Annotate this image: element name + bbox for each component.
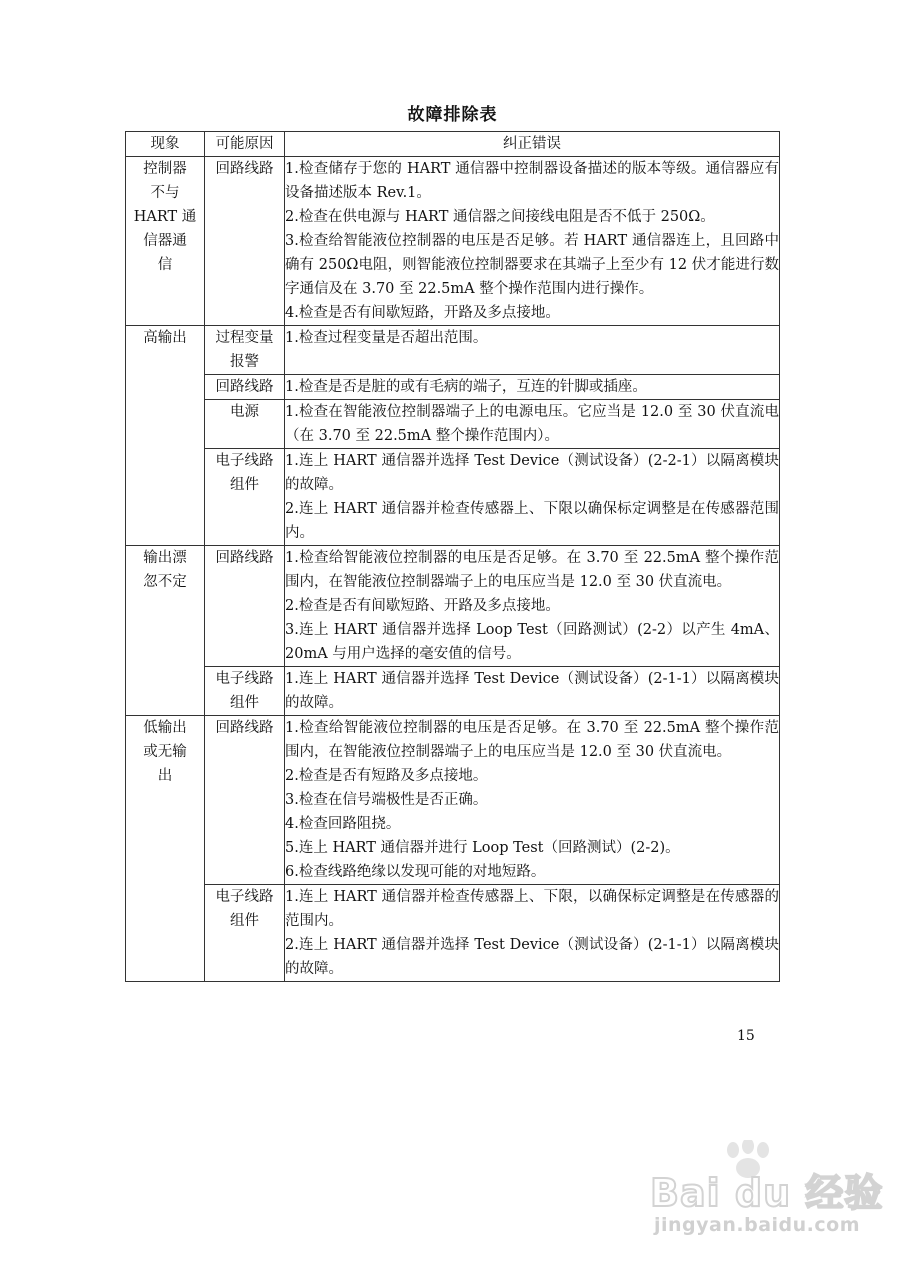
correction-step: 3.检查在信号端极性是否正确。 xyxy=(285,792,488,808)
symptom-line: HART 通 xyxy=(133,209,197,225)
correction-cell xyxy=(285,449,780,546)
cause-line: 组件 xyxy=(230,695,259,711)
correction-step: 2.检查在供电源与 HART 通信器之间接线电阻是否不低于 250Ω。 xyxy=(285,209,715,225)
cause-cell xyxy=(205,716,285,885)
table-row xyxy=(126,375,780,400)
header-symptom: 现象 xyxy=(126,132,205,157)
correction-step: 2.检查是否有间歇短路、开路及多点接地。 xyxy=(285,598,560,614)
symptom-line: 忽不定 xyxy=(143,574,187,590)
correction-step: 1.连上 HART 通信器并选择 Test Device（测试设备）(2-1-1）以隔离模块的故障。 xyxy=(285,671,779,711)
cause-line: 回路线路 xyxy=(215,379,274,395)
symptom-cell xyxy=(126,157,205,326)
correction-cell xyxy=(285,716,780,885)
symptom-cell xyxy=(126,716,205,982)
correction-step: 3.检查给智能液位控制器的电压是否足够。若 HART 通信器连上，且回路中确有 250Ω电阻，则智能液位控制器要求在其端子上至少有 12 伏才能进行数字通信及在 3.70 至 22.5mA 整个操作范围内进行操作。 xyxy=(285,233,779,297)
correction-step: 1.检查给智能液位控制器的电压是否足够。在 3.70 至 22.5mA 整个操作范围内，在智能液位控制器端子上的电压应当是 12.0 至 30 伏直流电。 xyxy=(285,720,779,760)
cause-cell xyxy=(205,449,285,546)
table-row xyxy=(126,400,780,449)
header-cause: 可能原因 xyxy=(205,132,285,157)
cause-cell xyxy=(205,326,285,375)
correction-step: 2.连上 HART 通信器并检查传感器上、下限以确保标定调整是在传感器范围内。 xyxy=(285,501,779,541)
correction-step: 1.检查过程变量是否超出范围。 xyxy=(285,330,488,346)
cause-cell xyxy=(205,375,285,400)
symptom-cell xyxy=(126,546,205,716)
cause-line: 过程变量 xyxy=(215,330,274,346)
cause-line: 回路线路 xyxy=(215,161,274,177)
table-row xyxy=(126,449,780,546)
correction-step: 1.检查给智能液位控制器的电压是否足够。在 3.70 至 22.5mA 整个操作范围内，在智能液位控制器端子上的电压应当是 12.0 至 30 伏直流电。 xyxy=(285,550,779,590)
page-number: 15 xyxy=(737,1028,755,1044)
correction-cell xyxy=(285,400,780,449)
symptom-line: 信 xyxy=(157,257,173,273)
correction-step: 2.连上 HART 通信器并选择 Test Device（测试设备）(2-1-1）以隔离模块的故障。 xyxy=(285,937,779,977)
correction-step: 1.连上 HART 通信器并选择 Test Device（测试设备）(2-2-1）以隔离模块的故障。 xyxy=(285,453,779,493)
watermark-url: jingyan.baidu.com xyxy=(654,1214,860,1236)
symptom-line: 低输出 xyxy=(143,720,187,736)
correction-step: 3.连上 HART 通信器并选择 Loop Test（回路测试）(2-2）以产生 4mA、20mA 与用户选择的毫安值的信号。 xyxy=(285,622,779,662)
correction-step: 1.检查储存于您的 HART 通信器中控制器设备描述的版本等级。通信器应有设备描述版本 Rev.1。 xyxy=(285,161,779,201)
correction-cell xyxy=(285,885,780,982)
symptom-line: 高输出 xyxy=(143,330,187,346)
cause-line: 电子线路 xyxy=(215,671,274,687)
correction-cell xyxy=(285,326,780,375)
cause-cell xyxy=(205,546,285,667)
symptom-line: 输出漂 xyxy=(143,550,187,566)
correction-cell xyxy=(285,375,780,400)
correction-step: 1.连上 HART 通信器并检查传感器上、下限，以确保标定调整是在传感器的范围内。 xyxy=(285,889,779,929)
correction-step: 2.检查是否有短路及多点接地。 xyxy=(285,768,488,784)
troubleshooting-table xyxy=(125,131,780,982)
symptom-cell xyxy=(126,326,205,546)
header-correction: 纠正错误 xyxy=(285,132,780,157)
baidu-jingyan-watermark xyxy=(640,1140,890,1260)
cause-line: 组件 xyxy=(230,913,259,929)
table-row xyxy=(126,546,780,667)
cause-cell xyxy=(205,885,285,982)
correction-step: 1.检查在智能液位控制器端子上的电源电压。它应当是 12.0 至 30 伏直流电（在 3.70 至 22.5mA 整个操作范围内）。 xyxy=(285,404,779,444)
cause-cell xyxy=(205,667,285,716)
correction-cell xyxy=(285,667,780,716)
table-row xyxy=(126,326,780,375)
correction-cell xyxy=(285,546,780,667)
cause-line: 电子线路 xyxy=(215,453,274,469)
table-row xyxy=(126,716,780,885)
cause-line: 回路线路 xyxy=(215,550,274,566)
correction-step: 5.连上 HART 通信器并进行 Loop Test（回路测试）(2-2)。 xyxy=(285,840,680,856)
table-row xyxy=(126,667,780,716)
table-row xyxy=(126,157,780,326)
cause-line: 报警 xyxy=(230,354,259,370)
symptom-line: 出 xyxy=(157,768,173,784)
cause-line: 电源 xyxy=(230,404,259,420)
cause-cell xyxy=(205,400,285,449)
symptom-line: 控制器 xyxy=(143,161,187,177)
page-title: 故障排除表 xyxy=(407,105,498,125)
cause-line: 回路线路 xyxy=(215,720,274,736)
symptom-line: 不与 xyxy=(150,185,180,201)
table-row xyxy=(126,885,780,982)
correction-step: 6.检查线路绝缘以发现可能的对地短路。 xyxy=(285,864,546,880)
symptom-line: 信器通 xyxy=(143,233,187,249)
table-header-row xyxy=(126,132,780,157)
correction-cell xyxy=(285,157,780,326)
cause-cell xyxy=(205,157,285,326)
cause-line: 组件 xyxy=(230,477,259,493)
correction-step: 4.检查回路阻挠。 xyxy=(285,816,401,832)
cause-line: 电子线路 xyxy=(215,889,274,905)
correction-step: 4.检查是否有间歇短路，开路及多点接地。 xyxy=(285,305,560,321)
correction-step: 1.检查是否是脏的或有毛病的端子，互连的针脚或插座。 xyxy=(285,379,647,395)
watermark-brand: Bai du 经验 xyxy=(650,1171,884,1215)
symptom-line: 或无输 xyxy=(143,744,187,760)
